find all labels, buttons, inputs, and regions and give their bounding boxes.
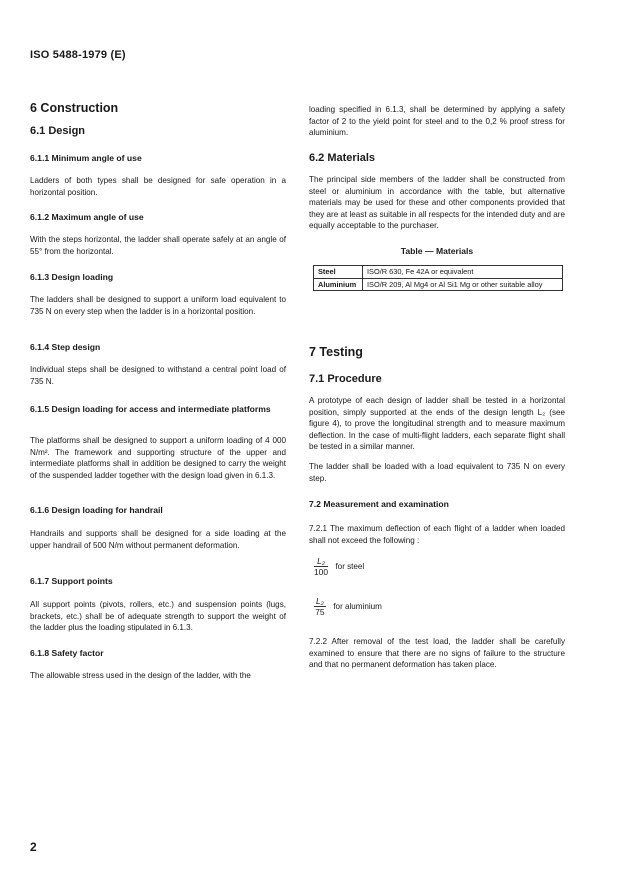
material-cell: Aluminium [314,278,363,291]
section-6-1-2-title: 6.1.2 Maximum angle of use [30,212,144,222]
table-row [314,266,563,279]
section-6-1-1-title: 6.1.1 Minimum angle of use [30,153,142,163]
section-6-1-7-title: 6.1.7 Support points [30,576,113,586]
section-7-2-1-text: 7.2.1 The maximum deflection of each flight of a ladder when loaded shall not exceed the following : [309,524,565,545]
section-6-1-1-text: Ladders of both types shall be designed for safe operation in a horizontal position. [30,176,286,197]
section-6-2-title: 6.2 Materials [309,152,376,164]
material-cell: Steel [314,266,363,279]
section-7-1-text-2: The ladder shall be loaded with a load equivalent to 735 N on every step. [309,462,565,483]
section-6-1-6-text: Handrails and supports shall be designed for a side loading at the upper handrail of 500 N/m without permanent deformation. [30,529,286,550]
section-6-1-5-text: The platforms shall be designed to support a uniform loading of 4 000 N/m². The framework and supporting structure of the upper and intermediate platforms shall in addition be designed to carry the weight of the suspended ladder together with the design load given in 6.1.3. [30,436,286,480]
section-6-title: 6 Construction [30,101,119,115]
section-7-1-title: 7.1 Procedure [309,373,382,385]
section-6-1-6-title: 6.1.6 Design loading for handrail [30,505,163,515]
formula-label: for steel [335,562,365,571]
fraction [314,596,326,617]
fraction-denominator: 100 [314,567,328,577]
formula-label: for aluminium [333,602,382,611]
fraction-numerator: L₂ [316,596,324,606]
document-header: ISO 5488-1979 (E) [30,49,126,61]
section-6-1-8-text: The allowable stress used in the design of the ladder, with the [30,671,251,680]
fraction [314,556,328,577]
materials-table [313,265,563,291]
spec-cell: ISO/R 209, Al Mg4 or Al Si1 Mg or other suitable alloy [363,278,563,291]
spec-cell: ISO/R 630, Fe 42A or equivalent [363,266,563,279]
table-caption: Table — Materials [400,246,474,256]
section-6-2-text: The principal side members of the ladder shall be constructed from steel or aluminium in accordance with the table, but alternative materials may be used for these and other components provided that they are at least as suitable in all respects for the intended duty and are equally acceptable to the purchaser. [309,175,566,231]
continued-text: loading specified in 6.1.3, shall be determined by applying a safety factor of 2 to the yield point for steel and to the 0,2 % proof stress for aluminium. [309,105,565,138]
section-6-1-4-title: 6.1.4 Step design [30,342,101,352]
section-6-1-3-text: The ladders shall be designed to support a uniform load equivalent to 735 N on every step when the ladder is in a horizontal position. [30,295,286,316]
section-6-1-2-text: With the steps horizontal, the ladder shall operate safely at an angle of 55° from the horizontal. [30,235,286,256]
section-7-title: 7 Testing [309,345,363,359]
section-6-1-4-text: Individual steps shall be designed to withstand a central point load of 735 N. [30,365,286,386]
formula-steel [314,556,364,577]
fraction-denominator: 75 [315,607,325,617]
section-7-2-title: 7.2 Measurement and examination [309,499,449,509]
table-row [314,278,563,291]
fraction-numerator: L₂ [314,556,328,567]
section-6-1-5-title: 6.1.5 Design loading for access and intermediate platforms [30,404,271,414]
section-6-1-3-title: 6.1.3 Design loading [30,272,114,282]
section-6-1-7-text: All support points (pivots, rollers, etc.) and suspension points (lugs, brackets, etc.) shall be of adequate strength to support the weight of the ladder plus the loading stipulated in 6.1.3. [30,600,286,633]
section-7-1-text-1: A prototype of each design of ladder shall be tested in a horizontal position, simply supported at the ends of the design length L₂ (see figure 4), to prove the longitudinal strength and to measure maximum deflection. In the case of multi-flight ladders, each separate flight shall be tested in a similar manner. [309,396,565,452]
page-number: 2 [30,840,37,854]
section-7-2-2-text: 7.2.2 After removal of the test load, the ladder shall be carefully examined to ensure that there are no signs of failure to the structure and that no permanent deformation has taken place. [309,637,565,670]
section-6-1-title: 6.1 Design [30,125,86,137]
section-6-1-8-title: 6.1.8 Safety factor [30,648,104,658]
formula-aluminium [314,596,382,617]
